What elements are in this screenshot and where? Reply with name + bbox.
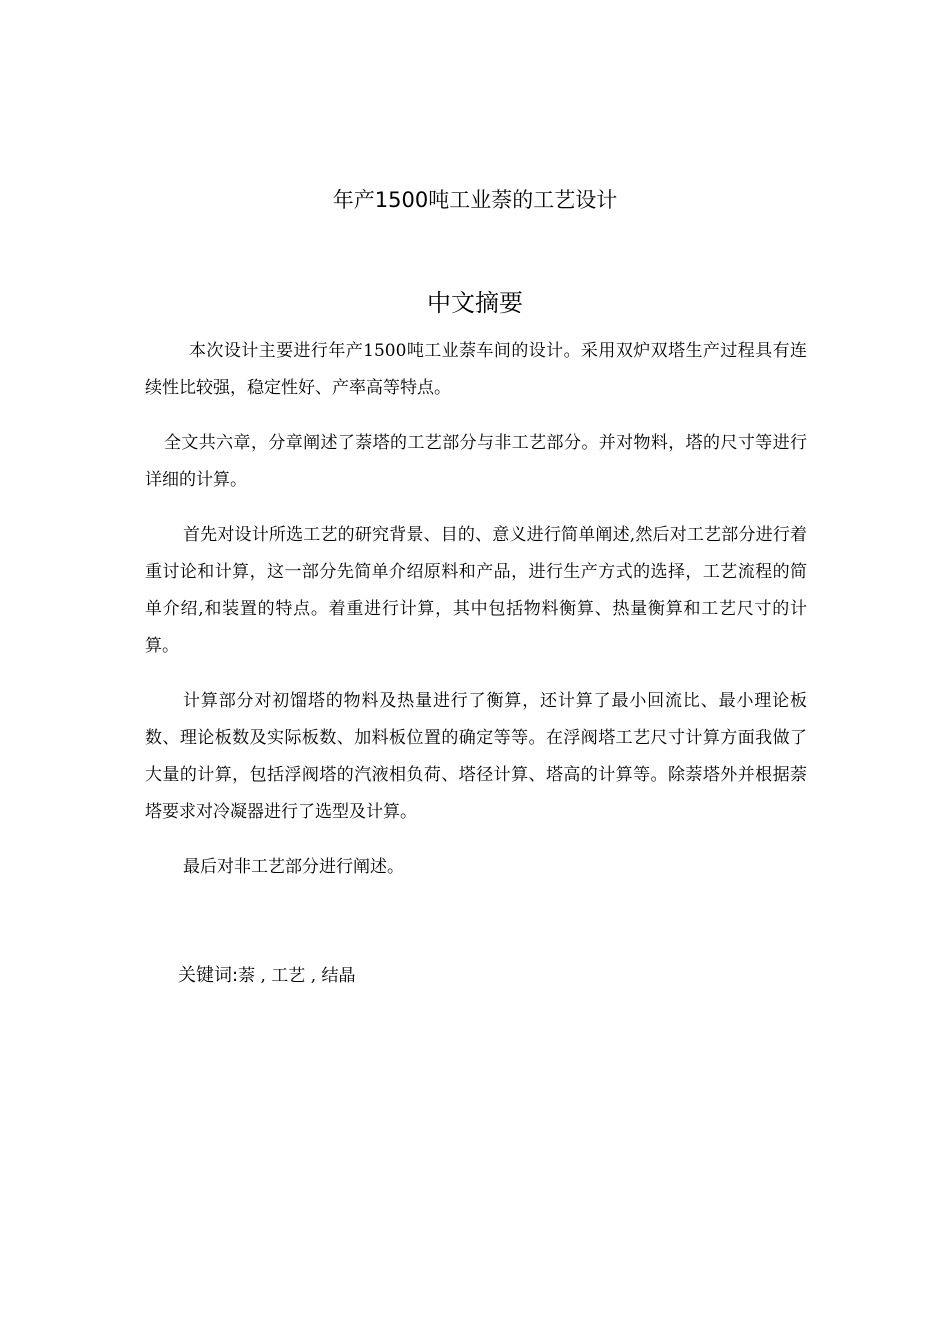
abstract-paragraph-3: 首先对设计所选工艺的研究背景、目的、意义进行简单阐述,然后对工艺部分进行着重讨论和计算，这一部分先简单介绍原料和产品，进行生产方式的选择，工艺流程的简单介绍,和装置的特点。着重进行计算，其中包括物料衡算、热量衡算和工艺尺寸的计算。 bbox=[145, 525, 807, 656]
abstract-heading: 中文摘要 bbox=[427, 289, 523, 317]
keywords-line bbox=[178, 958, 356, 994]
abstract-paragraph-4: 计算部分对初馏塔的物料及热量进行了衡算，还计算了最小回流比、最小理论板数、理论板数及实际板数、加料板位置的确定等等。在浮阀塔工艺尺寸计算方面我做了大量的计算，包括浮阀塔的汽液相负荷、塔径计算、塔高的计算等。除萘塔外并根据萘塔要求对冷凝器进行了选型及计算。 bbox=[145, 691, 807, 822]
abstract-paragraph-5: 最后对非工艺部分进行阐述。 bbox=[183, 857, 404, 877]
abstract-body bbox=[145, 333, 807, 904]
abstract-paragraph-2: 全文共六章，分章阐述了萘塔的工艺部分与非工艺部分。并对物料，塔的尺寸等进行详细的计算。 bbox=[145, 433, 807, 490]
keywords-label: 关键词: bbox=[178, 965, 239, 986]
abstract-paragraph-1: 本次设计主要进行年产1500吨工业萘车间的设计。采用双炉双塔生产过程具有连续性比较强，稳定性好、产率高等特点。 bbox=[145, 341, 807, 398]
keywords-value: 萘 , 工艺 , 结晶 bbox=[238, 966, 356, 986]
document-title: 年产1500吨工业萘的工艺设计 bbox=[332, 188, 618, 212]
